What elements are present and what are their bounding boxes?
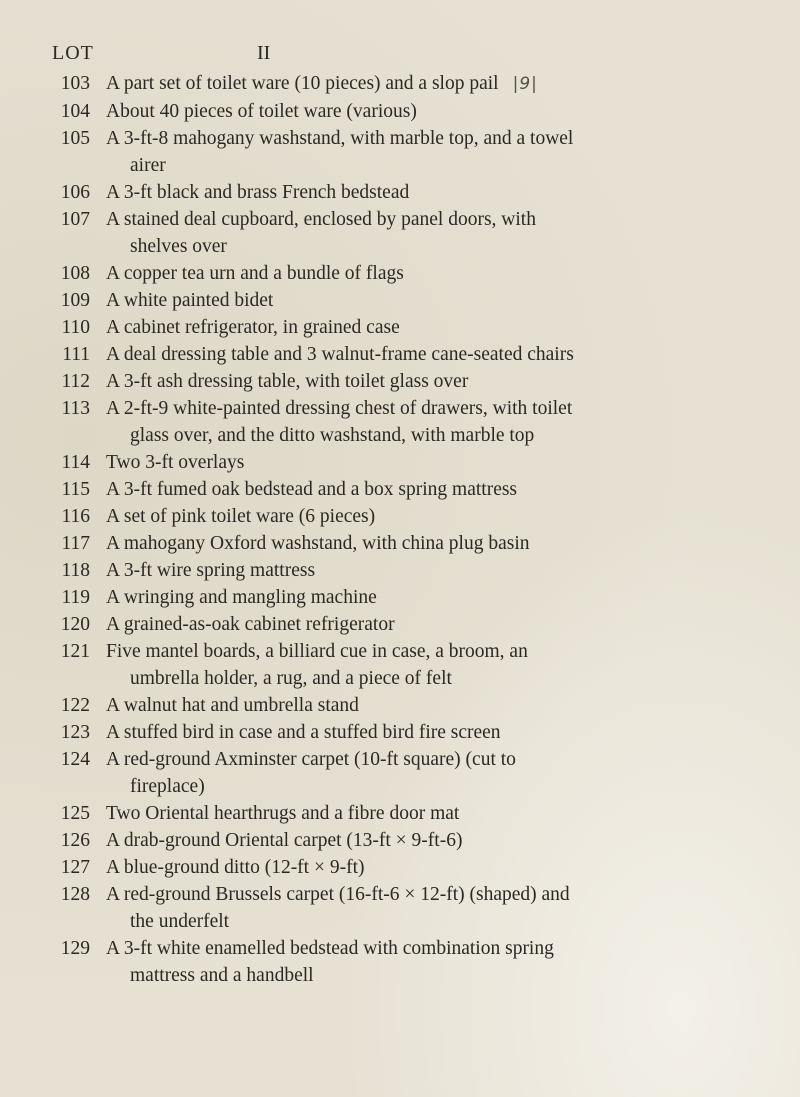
lot-description-text: A deal dressing table and 3 walnut-frame cane-seated chairs (106, 344, 574, 365)
lot-number: 106 (60, 182, 90, 203)
lot-entry (38, 800, 778, 827)
lot-entry (38, 935, 778, 989)
lot-entry (38, 395, 778, 449)
lot-description-text: A cabinet refrigerator, in grained case (106, 317, 400, 338)
lot-description (106, 125, 778, 179)
lot-description (106, 260, 778, 287)
lot-description (106, 179, 778, 206)
lot-description (106, 368, 778, 395)
lot-number: 107 (60, 209, 90, 230)
lot-description-text: A walnut hat and umbrella stand (106, 695, 359, 716)
lot-number: 117 (61, 533, 90, 554)
lot-description-text: A red-ground Axminster carpet (10-ft square) (cut to (106, 749, 516, 770)
lot-entry (38, 314, 778, 341)
lot-entry (38, 476, 778, 503)
lot-number: 128 (60, 884, 90, 905)
lot-number: 116 (61, 506, 90, 527)
lot-description (106, 692, 778, 719)
lot-number: 120 (60, 614, 90, 635)
lot-number: 104 (60, 101, 90, 122)
lot-entry (38, 503, 778, 530)
lot-description-text: A 3-ft-8 mahogany washstand, with marble top, and a towel (106, 128, 574, 149)
lot-description-continuation: mattress and a handbell (130, 965, 314, 986)
lot-entry (38, 368, 778, 395)
lot-entry (38, 746, 778, 800)
lot-number: 108 (60, 263, 90, 284)
lot-number: 129 (60, 938, 90, 959)
lot-entry (38, 719, 778, 746)
lot-description-text: A part set of toilet ware (10 pieces) and a slop pail (106, 73, 499, 94)
lot-description (106, 449, 778, 476)
lot-number: 118 (61, 560, 90, 581)
lot-description-text: A drab-ground Oriental carpet (13-ft × 9-ft-6) (106, 830, 463, 851)
lot-entry (38, 827, 778, 854)
lot-description-text: A 3-ft white enamelled bedstead with combination spring (106, 938, 554, 959)
lot-description-text: A wringing and mangling machine (106, 587, 377, 608)
lot-description-text: A mahogany Oxford washstand, with china plug basin (106, 533, 530, 554)
lot-number: 127 (60, 857, 90, 878)
lot-number: 103 (60, 73, 90, 94)
page-number: II (257, 42, 271, 64)
lot-description-text: A grained-as-oak cabinet refrigerator (106, 614, 395, 635)
lot-entry (38, 449, 778, 476)
lot-number: 109 (60, 290, 90, 311)
lot-entry (38, 98, 778, 125)
lot-entry (38, 692, 778, 719)
lot-entry (38, 260, 778, 287)
lot-number: 112 (61, 371, 90, 392)
lot-description (106, 314, 778, 341)
handwritten-price-mark: |9| (512, 74, 538, 94)
lot-number: 105 (60, 128, 90, 149)
lot-description-continuation: umbrella holder, a rug, and a piece of felt (130, 668, 452, 689)
lot-description-continuation: glass over, and the ditto washstand, with marble top (130, 425, 535, 446)
lot-description-continuation: shelves over (130, 236, 227, 257)
lot-entry (38, 638, 778, 692)
lot-description-text: A 3-ft black and brass French bedstead (106, 182, 410, 203)
lot-description-text: Two Oriental hearthrugs and a fibre door mat (106, 803, 460, 824)
lot-number: 111 (62, 344, 90, 365)
lot-description-text: A blue-ground ditto (12-ft × 9-ft) (106, 857, 365, 878)
lot-description-text: A stuffed bird in case and a stuffed bird fire screen (106, 722, 501, 743)
lot-number: 119 (61, 587, 90, 608)
lot-description (106, 719, 778, 746)
lot-description-text: A 2-ft-9 white-painted dressing chest of drawers, with toilet (106, 398, 573, 419)
lot-entry (38, 70, 778, 98)
lot-description (106, 611, 778, 638)
lot-number: 110 (61, 317, 90, 338)
lot-description-text: About 40 pieces of toilet ware (various) (106, 101, 417, 122)
lot-description-text: A white painted bidet (106, 290, 274, 311)
lot-description-text: A 3-ft wire spring mattress (106, 560, 316, 581)
lot-description (106, 476, 778, 503)
lot-entry (38, 611, 778, 638)
lot-number: 115 (61, 479, 90, 500)
lot-description (106, 395, 778, 449)
lot-description (106, 557, 778, 584)
lot-number: 122 (60, 695, 90, 716)
lot-number: 114 (61, 452, 90, 473)
lot-description (106, 530, 778, 557)
lot-description (106, 341, 778, 368)
lot-entry (38, 854, 778, 881)
lot-entry (38, 341, 778, 368)
lot-description-text: A stained deal cupboard, enclosed by panel doors, with (106, 209, 536, 230)
lot-number: 126 (60, 830, 90, 851)
lot-description (106, 503, 778, 530)
lot-entry (38, 557, 778, 584)
lot-description (106, 638, 778, 692)
lot-description (106, 746, 778, 800)
lot-description-text: A 3-ft ash dressing table, with toilet glass over (106, 371, 469, 392)
lot-description-text: Five mantel boards, a billiard cue in case, a broom, an (106, 641, 528, 662)
lot-description (106, 827, 778, 854)
lot-description-continuation: airer (130, 155, 166, 176)
lot-number: 113 (61, 398, 90, 419)
lot-description-text: A 3-ft fumed oak bedstead and a box spring mattress (106, 479, 518, 500)
lot-description-text: A red-ground Brussels carpet (16-ft-6 × 12-ft) (shaped) and (106, 884, 570, 905)
lot-description (106, 854, 778, 881)
lot-number: 123 (60, 722, 90, 743)
lot-number: 121 (60, 641, 90, 662)
lot-description (106, 584, 778, 611)
lot-number: 125 (60, 803, 90, 824)
lot-description-text: A set of pink toilet ware (6 pieces) (106, 506, 376, 527)
lot-description-text: A copper tea urn and a bundle of flags (106, 263, 404, 284)
lot-description (106, 287, 778, 314)
lot-entry (38, 584, 778, 611)
lot-description (106, 70, 778, 98)
lot-column-heading: LOT (52, 42, 94, 64)
lot-number: 124 (60, 749, 90, 770)
lot-description (106, 206, 778, 260)
lot-entry (38, 530, 778, 557)
lot-entry (38, 287, 778, 314)
lot-entry (38, 125, 778, 179)
lot-description-continuation: the underfelt (130, 911, 230, 932)
lot-description-text: Two 3-ft overlays (106, 452, 245, 473)
lot-description-continuation: fireplace) (130, 776, 205, 797)
lot-description (106, 881, 778, 935)
lot-list (38, 70, 778, 989)
lot-entry (38, 206, 778, 260)
lot-description (106, 98, 778, 125)
lot-description (106, 800, 778, 827)
lot-entry (38, 881, 778, 935)
lot-description (106, 935, 778, 989)
lot-entry (38, 179, 778, 206)
